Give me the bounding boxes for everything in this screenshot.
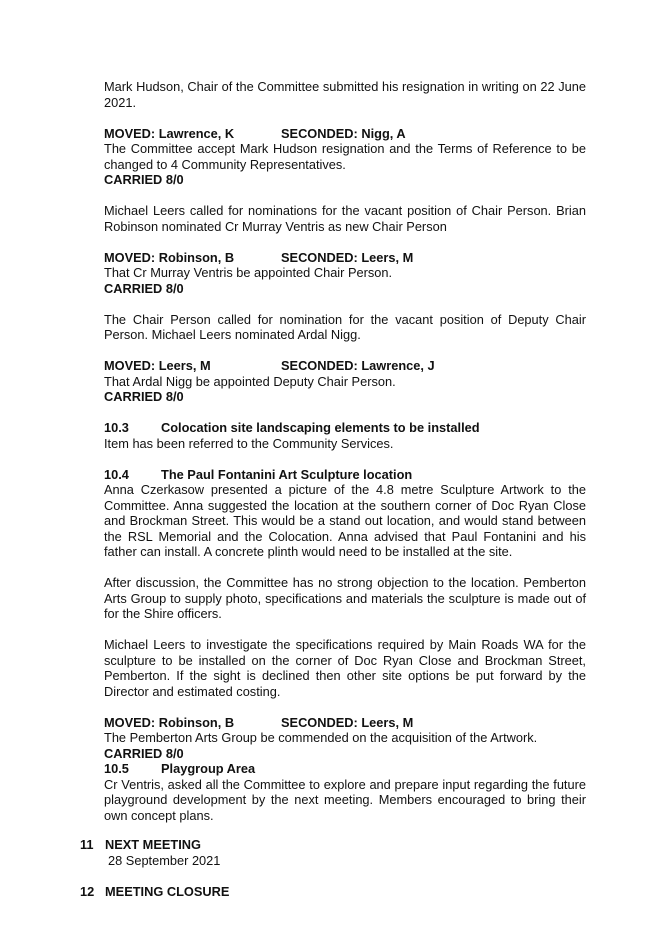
carried-result: CARRIED 8/0	[104, 389, 184, 404]
item-title: Playgroup Area	[161, 761, 256, 776]
item-10-4	[104, 467, 586, 700]
carried-result: CARRIED 8/0	[104, 280, 184, 296]
item-number: 10.5	[104, 761, 129, 776]
section-12	[80, 884, 580, 900]
seconded-by: SECONDED: Leers, M	[281, 249, 414, 265]
motion-text: The Pemberton Arts Group be commended on the acquisition of the Artwork.	[104, 730, 538, 745]
item-10-5	[104, 761, 586, 823]
motion-text: That Cr Murray Ventris be appointed Chair Person.	[104, 265, 393, 280]
carried-result: CARRIED 8/0	[104, 172, 184, 187]
motion-3	[104, 358, 586, 405]
item-text: After discussion, the Committee has no strong objection to the location. Pemberton Arts Group to supply photo, specifications and materials the sculpture is made out of for the Shire officers.	[104, 575, 586, 621]
item-title: The Paul Fontanini Art Sculpture location	[161, 466, 413, 482]
moved-by: MOVED: Robinson, B	[104, 249, 235, 265]
seconded-by: SECONDED: Lawrence, J	[281, 358, 435, 373]
motion-2	[104, 250, 586, 297]
section-title: NEXT MEETING	[105, 837, 201, 852]
deputy-nomination-paragraph: The Chair Person called for nomination for the vacant position of Deputy Chair Person. Michael Leers nominated Ardal Nigg.	[104, 311, 586, 342]
motion-text: That Ardal Nigg be appointed Deputy Chair Person.	[104, 373, 396, 389]
carried-result: CARRIED 8/0	[104, 745, 184, 761]
motion-1	[104, 126, 586, 188]
item-number: 10.4	[104, 466, 129, 482]
section-number: 11	[80, 837, 94, 852]
motion-4	[104, 715, 586, 762]
seconded-by: SECONDED: Leers, M	[281, 714, 414, 730]
item-10-3	[104, 420, 586, 451]
resignation-paragraph: Mark Hudson, Chair of the Committee submitted his resignation in writing on 22 June 2021.	[104, 79, 586, 110]
moved-by: MOVED: Lawrence, K	[104, 125, 235, 141]
item-number: 10.3	[104, 420, 129, 435]
next-meeting-date: 28 September 2021	[108, 852, 221, 868]
item-text: Michael Leers to investigate the specifications required by Main Roads WA for the sculpture to be installed on the corner of Doc Ryan Close and Brockman Street, Pemberton. If the sight is declined then other site options be put forward by the Director and estimated costing.	[104, 637, 586, 699]
item-text: Item has been referred to the Community Services.	[104, 435, 394, 451]
nomination-paragraph: Michael Leers called for nominations for the vacant position of Chair Person. Brian Robinson nominated Cr Murray Ventris as new Chair Person	[104, 203, 586, 234]
moved-by: MOVED: Robinson, B	[104, 714, 235, 730]
section-title: MEETING CLOSURE	[105, 884, 230, 899]
section-number: 12	[80, 884, 95, 899]
item-text: Cr Ventris, asked all the Committee to explore and prepare input regarding the future playground development by the next meeting. Members encouraged to bring their own concept plans.	[104, 776, 586, 823]
item-title: Colocation site landscaping elements to be installed	[161, 420, 480, 435]
item-text: Anna Czerkasow presented a picture of the 4.8 metre Sculpture Artwork to the Committee. Anna suggested the location at the southern corner of Doc Ryan Close and Brockman Street. This would be a stand out location, and would stand between the RSL Memorial and the Colocation. Anna advised that Paul Fontanini and his father can install. A concrete plinth would need to be installed at the site.	[104, 482, 586, 559]
moved-by: MOVED: Leers, M	[104, 358, 211, 373]
minutes-body	[104, 79, 586, 823]
seconded-by: SECONDED: Nigg, A	[281, 125, 406, 141]
section-11	[80, 837, 580, 868]
motion-text: The Committee accept Mark Hudson resignation and the Terms of Reference to be changed to 4 Community Representatives.	[104, 141, 586, 172]
